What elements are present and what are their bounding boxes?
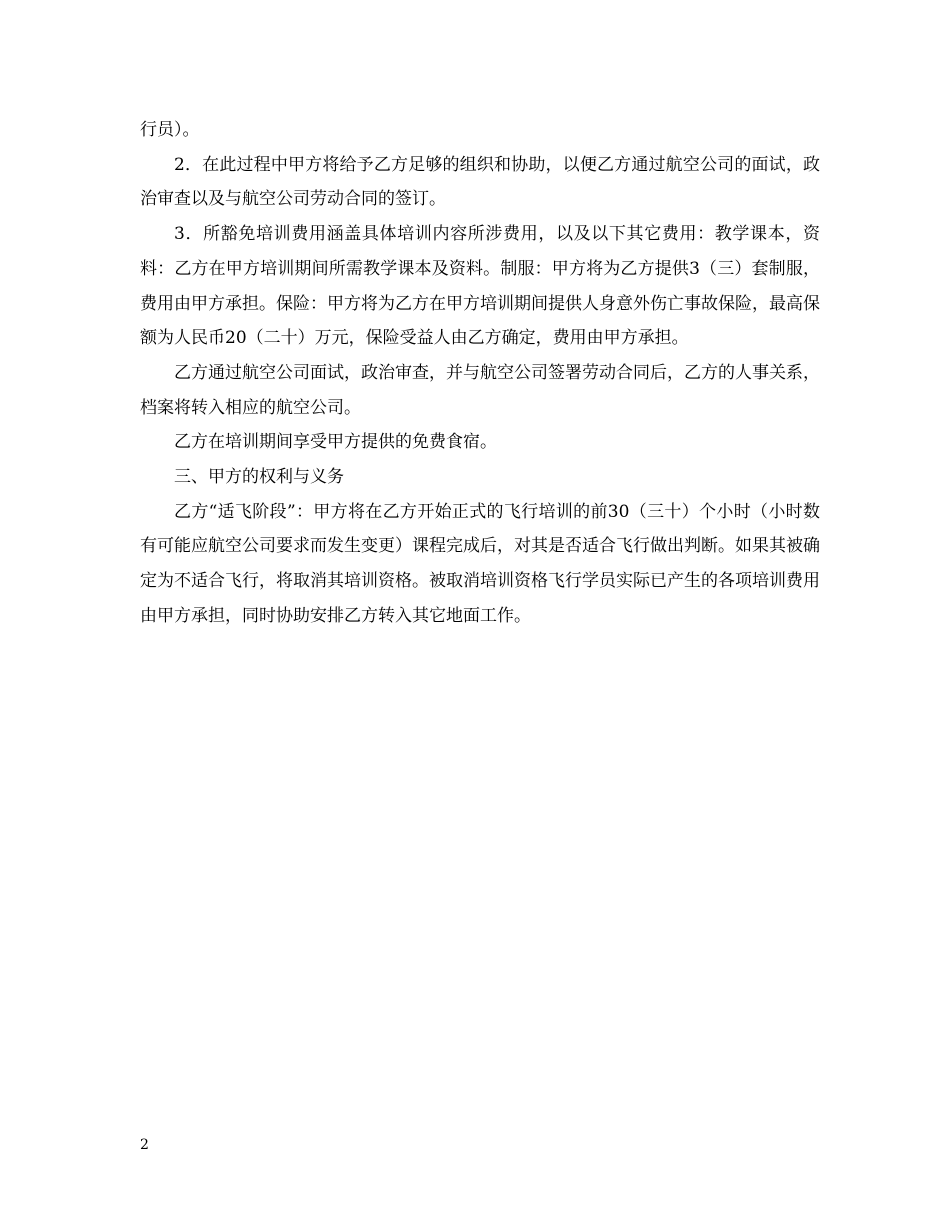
paragraph-personnel-transfer: 乙方通过航空公司面试，政治审查，并与航空公司签署劳动合同后，乙方的人事关系，档案将转入相应的航空公司。	[140, 362, 820, 418]
paragraph-item-3: 3．所豁免培训费用涵盖具体培训内容所涉费用，以及以下其它费用：教学课本，资料：乙方在甲方培训期间所需教学课本及资料。制服：甲方将为乙方提供3（三）套制服，费用由甲方承担。保险：甲方将为乙方在甲方培训期间提供人身意外伤亡事故保险，最高保额为人民币20（二十）万元，保险受益人由乙方确定，费用由甲方承担。	[140, 224, 820, 349]
paragraph-flight-suitability: 乙方“适飞阶段”：甲方将在乙方开始正式的飞行培训的前30（三十）个小时（小时数有可能应航空公司要求而发生变更）课程完成后，对其是否适合飞行做出判断。如果其被确定为不适合飞行，将取消其培训资格。被取消培训资格飞行学员实际已产生的各项培训费用由甲方承担，同时协助安排乙方转入其它地面工作。	[140, 501, 820, 626]
paragraph-free-accommodation: 乙方在培训期间享受甲方提供的免费食宿。	[174, 432, 497, 453]
document-body	[140, 113, 820, 634]
paragraph-continuation: 行员）。	[140, 120, 200, 140]
page-number: 2	[140, 1137, 149, 1153]
paragraph-item-2: 2．在此过程中甲方将给予乙方足够的组织和协助，以便乙方通过航空公司的面试，政治审查以及与航空公司劳动合同的签订。	[140, 154, 820, 210]
section-heading-party-a-rights: 三、甲方的权利与义务	[174, 467, 344, 488]
